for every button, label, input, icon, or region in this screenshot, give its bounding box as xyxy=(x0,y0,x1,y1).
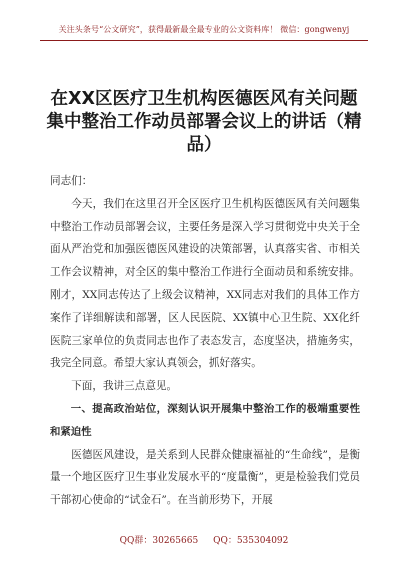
header-divider xyxy=(40,40,368,41)
footer-contact xyxy=(0,533,408,546)
document-body xyxy=(50,170,360,512)
paragraph-transition: 下面，我讲三点意见。 xyxy=(71,380,178,393)
header-note: 关注头条号“公文研究”，获得最新最全最专业的公文资料库！ 微信：gongwenyj xyxy=(58,25,350,34)
section-heading-1: 一、提高政治站位，深刻认识开展集中整治工作的极端重要性和紧迫性 xyxy=(50,402,360,438)
document-title: 在XX区医疗卫生机构医德医风有关问题集中整治工作动员部署会议上的讲话（精品） xyxy=(46,89,362,155)
salutation: 同志们： xyxy=(50,175,93,187)
paragraph-opening: 今天，我们在这里召开全区医疗卫生机构医德医风有关问题集中整治工作动员部署会议，主要任务是深入学习贯彻党中央关于全面从严治党和加强医德医风建设的决策部署，认真落实省、市相关工作会议精神，对全区的集中整治工作进行全面动员和系统安排。刚才，XX同志传达了上级会议精神，XX同志对我们的具体工作方案作了详细解读和部署，区人民医院、XX镇中心卫生院、XX化纤医院三家单位的负责同志也作了表态发言，态度坚决，措施务实，我完全同意。希望大家认真领会，抓好落实。 xyxy=(50,197,360,370)
footer-qq: QQ：535304092 xyxy=(213,536,289,546)
paragraph-section-1: 医德医风建设，是关系到人民群众健康福祉的“生命线”，是衡量一个地区医疗卫生事业发展水平的“度量衡”，更是检验我们党员干部初心使命的“试金石”。在当前形势下，开展 xyxy=(50,448,360,507)
footer-qq-group: QQ群：30265665 xyxy=(119,536,199,546)
